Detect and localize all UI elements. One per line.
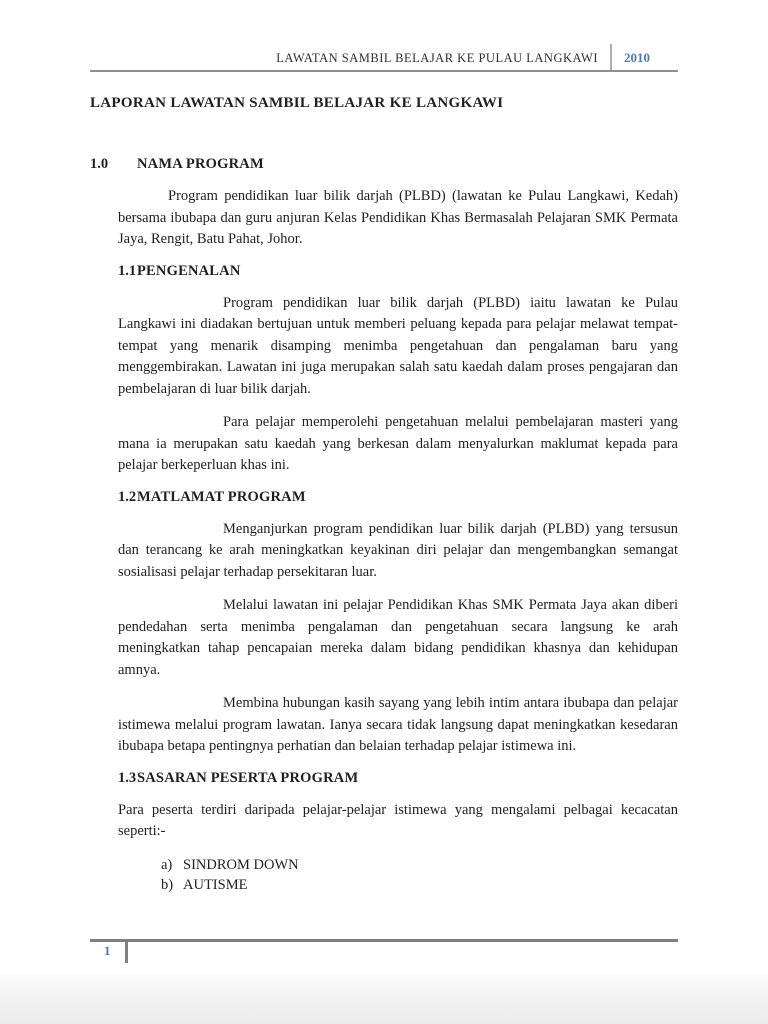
paragraph: Para pelajar memperolehi pengetahuan melalui pembelajaran masteri yang mana ia merupakan satu kaedah yang berkesan dalam menyalurkan maklumat kepada para pelajar berkeperluan khas ini. bbox=[118, 414, 678, 473]
footer-divider bbox=[125, 942, 128, 963]
section-heading-row bbox=[118, 263, 678, 280]
section-heading: PENGENALAN bbox=[137, 262, 241, 279]
section-heading: SASARAN PESERTA PROGRAM bbox=[137, 769, 359, 786]
section-1-0 bbox=[90, 156, 678, 251]
page-number: 1 bbox=[104, 943, 111, 958]
section-heading-row bbox=[118, 770, 678, 787]
header-year: 2010 bbox=[624, 50, 650, 65]
page-footer bbox=[90, 939, 678, 969]
section-1-1 bbox=[118, 263, 678, 477]
paragraph: Melalui lawatan ini pelajar Pendidikan Khas SMK Permata Jaya akan diberi pendedahan serta menimba pengalaman dan pengetahuan secara langsung ke arah meningkatkan tahap pencapaian mereka dalam bidang pendidikan khasnya dan kehidupan amnya. bbox=[118, 597, 678, 678]
paragraph: Para peserta terdiri daripada pelajar-pelajar istimewa yang mengalami pelbagai kecacatan seperti:- bbox=[118, 801, 678, 839]
list-item bbox=[161, 855, 678, 875]
section-heading: NAMA PROGRAM bbox=[137, 156, 264, 172]
paragraph: Program pendidikan luar bilik darjah (PLBD) iaitu lawatan ke Pulau Langkawi ini diadakan bertujuan untuk memberi peluang kepada para pelajar melawat tempat-tempat yang menarik disamping menimba pengetahuan dan pengalaman baru yang menggembirakan. Lawatan ini juga merupakan salah satu kaedah dalam proses pengajaran dan pembelajaran di luar bilik darjah. bbox=[118, 294, 678, 397]
list-item bbox=[161, 875, 678, 895]
list-text: SINDROM DOWN bbox=[183, 856, 299, 873]
paragraph: Program pendidikan luar bilik darjah (PLBD) (lawatan ke Pulau Langkawi, Kedah) bersama ibubapa dan guru anjuran Kelas Pendidikan Khas Bermasalah Pelajaran SMK Permata Jaya, Rengit, Batu Pahat, Johor. bbox=[118, 188, 678, 247]
list-marker: b) bbox=[161, 876, 174, 893]
header-title: LAWATAN SAMBIL BELAJAR KE PULAU LANGKAWI bbox=[276, 51, 598, 65]
section-number: 1.2 bbox=[118, 488, 137, 505]
section-number: 1.1 bbox=[118, 262, 137, 279]
participants-list bbox=[161, 855, 678, 895]
bottom-band bbox=[0, 972, 768, 1024]
document-title: LAPORAN LAWATAN SAMBIL BELAJAR KE LANGKAWI bbox=[90, 95, 504, 111]
list-text: AUTISME bbox=[183, 876, 248, 893]
paragraph: Menganjurkan program pendidikan luar bilik darjah (PLBD) yang tersusun dan terancang ke arah meningkatkan keyakinan diri pelajar dan mengembangkan semangat sosialisasi pelajar terhadap persekitaran luar. bbox=[118, 520, 678, 580]
document-body bbox=[90, 156, 678, 895]
header-divider bbox=[610, 44, 612, 70]
section-heading-row bbox=[118, 489, 678, 506]
section-heading-row bbox=[90, 156, 678, 173]
section-1-2 bbox=[118, 489, 678, 758]
header-rule bbox=[90, 70, 678, 72]
section-heading: MATLAMAT PROGRAM bbox=[137, 488, 306, 505]
section-number: 1.3 bbox=[118, 769, 137, 786]
paragraph: Membina hubungan kasih sayang yang lebih intim antara ibubapa dan pelajar istimewa melalui program lawatan. Ianya secara tidak langsung dapat meningkatkan kesedaran ibubapa betapa pentingnya perhatian dan belaian terhadap pelajar istimewa ini. bbox=[118, 695, 678, 754]
footer-rule bbox=[90, 939, 678, 942]
section-number: 1.0 bbox=[90, 156, 109, 172]
page-header bbox=[90, 44, 678, 70]
section-1-3 bbox=[118, 770, 678, 895]
list-marker: a) bbox=[161, 856, 173, 873]
